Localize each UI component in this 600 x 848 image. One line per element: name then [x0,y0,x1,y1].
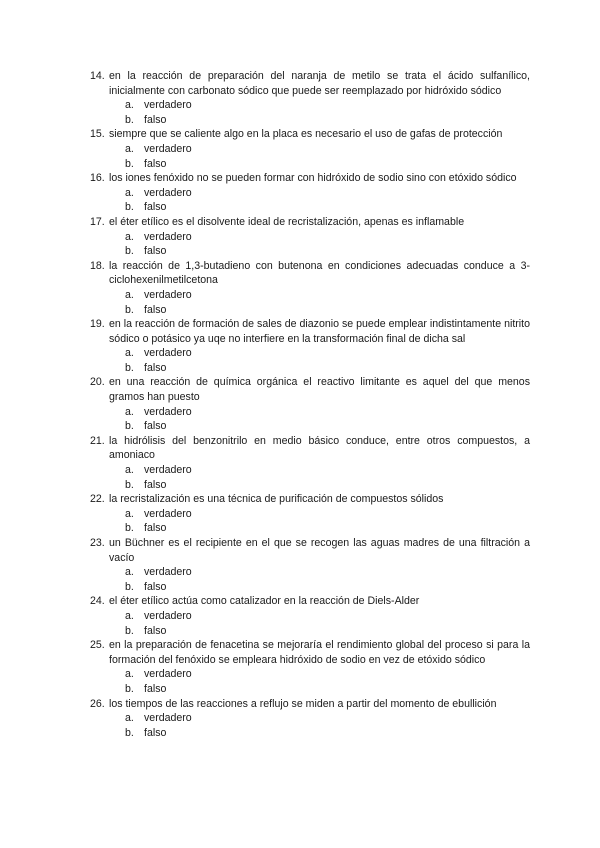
option-label: verdadero [144,712,192,725]
question-item [90,317,530,375]
option-label: falso [144,361,167,374]
option-label: verdadero [144,668,192,681]
option-label: falso [144,113,167,126]
option-falso [109,478,530,493]
question-item [90,259,530,317]
option-falso [109,200,530,215]
question-item [90,492,530,536]
question-number: 23. [90,537,105,549]
question-text: un Büchner es el recipiente en el que se recogen las aguas madres de una filtración a vacío [109,537,530,564]
option-falso [109,113,530,128]
option-letter: a. [125,405,134,418]
option-verdadero [109,463,530,478]
option-label: falso [144,420,167,433]
question-number: 18. [90,259,105,272]
question-item [90,594,530,638]
question-text: en la reacción de formación de sales de diazonio se puede emplear indistintamente nitrito sódico o potásico ya uqe no interfiere en la transformación final de dicha sal [109,318,530,345]
answer-options [109,667,530,696]
option-label: falso [144,478,167,491]
option-falso [109,303,530,318]
option-letter: b. [125,201,134,214]
option-label: verdadero [144,142,192,155]
option-letter: b. [125,580,134,593]
question-number: 21. [90,434,105,447]
option-letter: a. [125,99,134,112]
option-verdadero [109,711,530,726]
question-text: la reacción de 1,3-butadieno con butenona en condiciones adecuadas conduce a 3-ciclohexenilmetilcetona [109,259,530,287]
option-label: falso [144,157,167,170]
option-label: verdadero [144,186,192,199]
option-falso [109,580,530,595]
question-number: 17. [90,215,105,228]
question-number: 22. [90,493,105,506]
option-verdadero [109,98,530,113]
answer-options [109,98,530,127]
question-list [90,69,530,740]
question-item [90,171,530,215]
question-text: la recristalización es una técnica de purificación de compuestos sólidos [109,493,444,506]
answer-options [109,142,530,171]
option-verdadero [109,288,530,303]
question-text: el éter etílico actúa como catalizador en la reacción de Diels-Alder [109,595,420,608]
question-number: 26. [90,697,105,710]
answer-options [109,230,530,259]
option-verdadero [109,230,530,245]
option-letter: a. [125,186,134,199]
question-number: 24. [90,595,105,608]
option-falso [109,624,530,639]
option-label: verdadero [144,347,192,360]
question-number: 20. [90,376,105,389]
question-item [90,638,530,696]
question-text: los iones fenóxido no se pueden formar con hidróxido de sodio sino con etóxido sódico [109,172,517,185]
question-text: en la preparación de fenacetina se mejoraría el rendimiento global del proceso si para la formación del fenóxido se empleara hidróxido de sodio en vez de etóxido sódico [109,639,530,666]
question-item [90,434,530,492]
option-letter: b. [125,682,134,695]
option-falso [109,157,530,172]
question-text: el éter etílico es el disolvente ideal de recristalización, apenas es inflamable [109,215,465,228]
answer-options [109,711,530,740]
option-label: verdadero [144,507,192,520]
question-text: en la reacción de preparación del naranja de metilo se trata el ácido sulfanílico, inicialmente con carbonato sódico que puede ser reemplazado por hidróxido sódico [109,70,530,97]
option-letter: a. [125,609,134,622]
option-verdadero [109,609,530,624]
option-verdadero [109,186,530,201]
option-letter: b. [125,478,134,491]
option-letter: b. [125,361,134,374]
answer-options [109,288,530,317]
option-letter: b. [125,303,134,316]
question-number: 25. [90,639,105,652]
option-label: falso [144,303,167,316]
question-number: 15. [90,128,105,141]
option-letter: a. [125,142,134,155]
option-label: verdadero [144,609,192,622]
question-text: siempre que se caliente algo en la placa es necesario el uso de gafas de protección [109,128,503,141]
question-item [90,375,530,433]
option-verdadero [109,667,530,682]
option-label: falso [144,245,167,258]
option-label: falso [144,201,167,214]
answer-options [109,507,530,536]
option-label: verdadero [144,230,192,243]
option-falso [109,419,530,434]
answer-options [109,186,530,215]
question-text: los tiempos de las reacciones a reflujo se miden a partir del momento de ebullición [109,697,497,710]
answer-options [109,405,530,434]
question-text: en una reacción de química orgánica el reactivo limitante es aquel del que menos gramos han puesto [109,376,530,404]
option-verdadero [109,142,530,157]
question-item [90,215,530,259]
question-text: la hidrólisis del benzonitrilo en medio básico conduce, entre otros compuestos, a amoniaco [109,434,530,462]
option-verdadero [109,346,530,361]
option-label: verdadero [144,464,192,477]
option-label: falso [144,522,167,535]
question-number: 19. [90,318,105,331]
option-letter: b. [125,113,134,126]
option-letter: a. [125,347,134,360]
option-letter: a. [125,566,134,579]
option-letter: a. [125,230,134,243]
option-falso [109,244,530,259]
option-letter: b. [125,624,134,637]
question-item [90,127,530,171]
option-letter: a. [125,288,134,301]
option-falso [109,361,530,376]
option-label: verdadero [144,405,192,418]
option-falso [109,726,530,741]
option-falso [109,521,530,536]
answer-options [109,463,530,492]
option-label: verdadero [144,288,192,301]
answer-options [109,609,530,638]
option-label: falso [144,682,167,695]
question-item [90,697,530,741]
option-letter: b. [125,157,134,170]
option-letter: b. [125,522,134,535]
option-letter: b. [125,726,134,739]
question-item [90,69,530,127]
option-letter: a. [125,507,134,520]
option-label: falso [144,726,167,739]
option-letter: a. [125,668,134,681]
question-number: 14. [90,70,105,82]
answer-options [109,565,530,594]
option-label: falso [144,624,167,637]
option-label: falso [144,580,167,593]
option-label: verdadero [144,99,192,112]
option-letter: a. [125,712,134,725]
question-number: 16. [90,172,105,185]
option-verdadero [109,405,530,420]
option-verdadero [109,507,530,522]
option-letter: a. [125,464,134,477]
question-item [90,536,530,594]
option-letter: b. [125,420,134,433]
answer-options [109,346,530,375]
option-label: verdadero [144,566,192,579]
option-falso [109,682,530,697]
option-verdadero [109,565,530,580]
option-letter: b. [125,245,134,258]
